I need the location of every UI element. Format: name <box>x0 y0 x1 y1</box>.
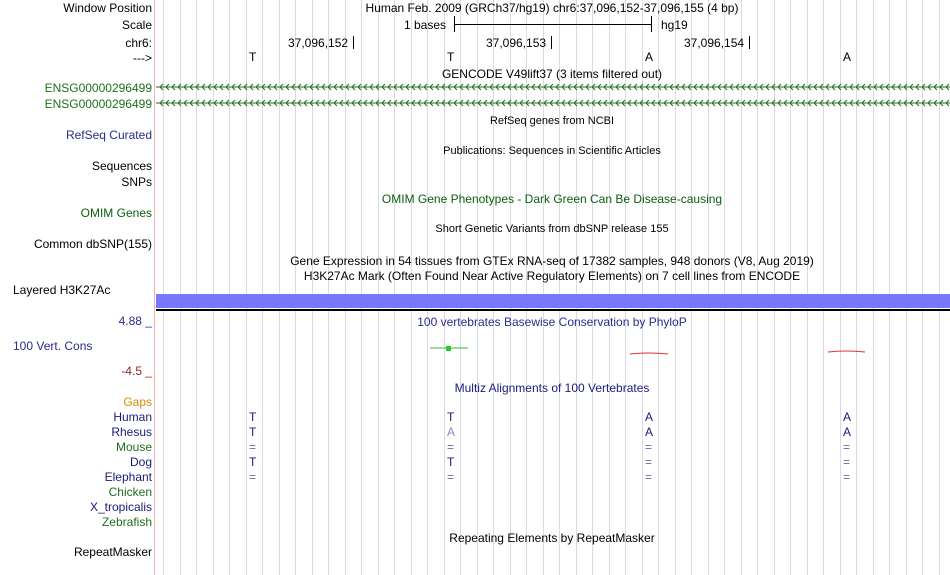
track-label-omim[interactable]: OMIM Genes <box>80 206 152 220</box>
human-base: A <box>645 410 654 424</box>
omim-track-title[interactable]: OMIM Gene Phenotypes - Dark Green Can Be Disease-causing <box>381 192 723 206</box>
mouse-base: = <box>249 440 257 454</box>
gencode-feature-2[interactable] <box>156 98 950 108</box>
coord-tick <box>749 36 750 49</box>
track-label-gencode-2[interactable]: ENSG00000296499 <box>44 97 152 111</box>
mouse-base: = <box>447 440 455 454</box>
scale-bar-left-tick <box>454 16 455 32</box>
track-label-h3k27ac[interactable]: Layered H3K27Ac <box>13 283 111 297</box>
track-label-cons[interactable]: 100 Vert. Cons <box>13 339 93 353</box>
scale-bar-right-tick <box>651 16 652 32</box>
human-base: T <box>447 410 455 424</box>
h3k27ac-signal-bar[interactable] <box>156 294 950 308</box>
species-label-human[interactable]: Human <box>113 410 152 424</box>
reference-base: T <box>447 50 455 64</box>
elephant-base: = <box>645 470 653 484</box>
strand-arrow-label: ---> <box>133 51 152 65</box>
rhesus-base: A <box>447 425 456 439</box>
phylop-max-label: 4.88 _ <box>118 314 152 328</box>
human-base: T <box>249 410 257 424</box>
rhesus-base: A <box>645 425 654 439</box>
species-label-dog[interactable]: Dog <box>129 455 152 469</box>
species-label-zebrafish[interactable]: Zebrafish <box>101 515 152 529</box>
h3k27ac-track-title[interactable]: H3K27Ac Mark (Often Found Near Active Regulatory Elements) on 7 cell lines from ENCODE <box>303 269 801 283</box>
phylop-min-label: -4.5 _ <box>121 364 152 378</box>
track-label-refseq[interactable]: RefSeq Curated <box>65 128 152 142</box>
elephant-base: = <box>843 470 851 484</box>
coord-label: 37,096,152 <box>288 36 349 50</box>
gencode-track-title[interactable]: GENCODE V49lift37 (3 items filtered out) <box>441 67 663 81</box>
species-label-rhesus[interactable]: Rhesus <box>111 425 152 439</box>
refseq-track-title[interactable]: RefSeq genes from NCBI <box>489 115 615 127</box>
phylop-track-title[interactable]: 100 vertebrates Basewise Conservation by PhyloP <box>417 315 687 329</box>
species-label-xtropicalis[interactable]: X_tropicalis <box>89 500 152 514</box>
track-label-gaps[interactable]: Gaps <box>123 395 152 409</box>
rhesus-base: T <box>249 425 257 439</box>
coord-label: 37,096,153 <box>486 36 547 50</box>
scale-bar <box>454 24 651 25</box>
dog-base: T <box>249 455 257 469</box>
track-labels <box>0 0 152 575</box>
gencode-feature-1[interactable] <box>156 82 950 92</box>
track-label-snps[interactable]: SNPs <box>121 175 152 189</box>
track-label-gencode-1[interactable]: ENSG00000296499 <box>44 81 152 95</box>
dog-base: = <box>843 455 851 469</box>
human-base: A <box>843 410 852 424</box>
dbsnp-track-title[interactable]: Short Genetic Variants from dbSNP release 155 <box>435 223 669 235</box>
dog-base: T <box>447 455 455 469</box>
species-label-chicken[interactable]: Chicken <box>108 485 152 499</box>
rhesus-base: A <box>843 425 852 439</box>
species-label-mouse[interactable]: Mouse <box>115 440 152 454</box>
repeatmasker-track-title[interactable]: Repeating Elements by RepeatMasker <box>449 531 655 545</box>
label-divider <box>154 0 155 575</box>
publications-track-title[interactable]: Publications: Sequences in Scientific Articles <box>443 145 661 157</box>
chrom-label: chr6: <box>125 36 152 50</box>
h3k27ac-baseline <box>156 309 950 311</box>
track-label-dbsnp[interactable]: Common dbSNP(155) <box>33 237 152 251</box>
mouse-base: = <box>645 440 653 454</box>
coord-label: 37,096,154 <box>684 36 745 50</box>
reference-base: A <box>843 50 852 64</box>
species-label-elephant[interactable]: Elephant <box>104 470 152 484</box>
gtex-track-title[interactable]: Gene Expression in 54 tissues from GTEx RNA-seq of 17382 samples, 948 donors (V8, Aug 2019) <box>290 254 814 268</box>
coord-tick <box>551 36 552 49</box>
position-text: Human Feb. 2009 (GRCh37/hg19) chr6:37,096,152-37,096,155 (4 bp) <box>365 1 739 15</box>
elephant-base: = <box>249 470 257 484</box>
multiz-track-title[interactable]: Multiz Alignments of 100 Vertebrates <box>454 381 650 395</box>
scale-text: 1 bases <box>404 18 447 32</box>
track-label-sequences[interactable]: Sequences <box>91 159 152 173</box>
elephant-base: = <box>447 470 455 484</box>
window-position-label: Window Position <box>63 1 152 15</box>
reference-base: A <box>645 50 654 64</box>
assembly-text: hg19 <box>661 18 688 32</box>
dog-base: = <box>645 455 653 469</box>
scale-label: Scale <box>121 18 152 32</box>
track-label-repeatmasker[interactable]: RepeatMasker <box>73 545 152 559</box>
reference-base: T <box>249 50 257 64</box>
phylop-signal[interactable] <box>156 340 950 360</box>
coord-tick <box>353 36 354 49</box>
mouse-base: = <box>843 440 851 454</box>
